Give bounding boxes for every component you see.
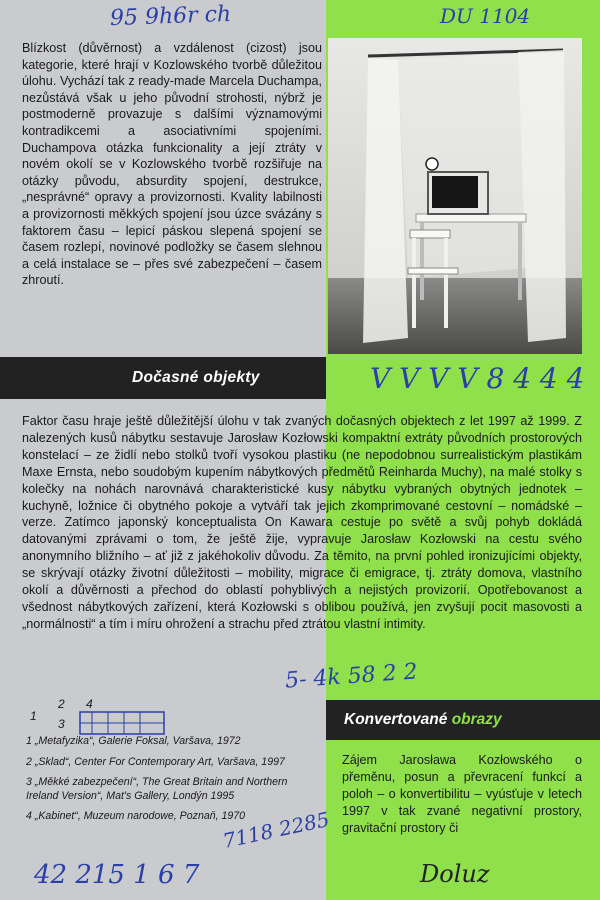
footnote-item: 3 „Měkké zabezpečení“, The Great Britain and Northern Ireland Version“, Mat's Gallery, Londýn 1995 bbox=[26, 776, 288, 802]
footnotes-list bbox=[26, 735, 316, 831]
main-paragraph: Faktor času hraje ještě důležitější úlohu v tak zvaných dočasných objektech z let 1997 až 1999. Z nalezených kusů nábytku sestavuje Jarosław Kozłowski kompaktní extráty původních prostorových konstelací – ze židlí nebo stolků tvoří vysokou plastiku (ne nepodobnou surrealistickým plastikám Maxe Ernsta, nebo soudobým kupením nábytkových předmětů Reinharda Muchy), na malé stolky s kolečky na nohách narovnává charakteristické kusy nábytku vybraných obytných jednotek – kuchyně, ložnice či obytného pokoje a vytváří tak jejich zkomprimované cestovní – nomádské – verze. Zatímco japonský konceptualista On Kawara cestuje po světě a svůj pohyb dokládá datovanými zprávami o tom, že ještě žije, vypravuje Jarosław Kozłowski na cestu svého anonymního bližního – ať již z jakéhokoliv důvodu. Za těmito, na první pohled ironizujícími objekty, se skrývají otázky životní důležitosti – mobility, migrace či emigrace, tj. ztráty domova, vlastního okolí a důvěrnosti a přechod do oblastí pohyblivých a nejistých provizorií. Opotřebovanost a všednost nábytkových zařízení, která Kozłowski s oblibou používá, jen zvyšují pocit masovosti a „normálnosti“ a tím i míru ohrožení a strachu před ztrátou vlastní intimity. bbox=[22, 414, 582, 631]
section-title-word2: objekty bbox=[203, 369, 260, 386]
footnote-item: 4 „Kabinet“, Muzeum narodowe, Poznaň, 1970 bbox=[26, 810, 246, 822]
installation-photo bbox=[328, 38, 582, 354]
section-title-word1: Dočasné bbox=[132, 369, 199, 386]
handwriting-top-left: 95 9h6r ch bbox=[109, 1, 232, 32]
section-title-word2: obrazy bbox=[451, 711, 502, 728]
footnote-item: 1 „Metafyzika“, Galerie Foksal, Varšava, 1972 bbox=[26, 735, 241, 747]
pen-scribble-box bbox=[78, 708, 168, 738]
section-band-konvertovane bbox=[326, 700, 600, 740]
footnote-marker: 4 bbox=[86, 697, 93, 711]
footnote-item: 2 „Sklad“, Center For Contemporary Art, Varšava, 1997 bbox=[26, 755, 285, 768]
handwriting-mid-scribble: 5- 4k 58 2 2 bbox=[284, 659, 419, 694]
section-title-docasne bbox=[132, 369, 260, 387]
konvertovane-paragraph: Zájem Jarosława Kozłowského o přeměnu, posun a převracení funkcí a poloh – o konvertibilitu – vyúsťuje v letech 1997 v tak zvané negativní prostory, gravitační prostory či bbox=[342, 753, 582, 835]
handwriting-footnote-scribble: 7118 2285 bbox=[220, 807, 332, 853]
handwriting-signature: Doluz bbox=[420, 860, 490, 888]
section-title-word1: Konvertované bbox=[344, 711, 448, 728]
footnote-marker: 3 bbox=[58, 717, 65, 731]
section-title-konvertovane bbox=[344, 711, 502, 729]
footnote-marker: 1 bbox=[30, 709, 37, 723]
footnote-marker: 2 bbox=[58, 697, 65, 711]
handwriting-top-right: DU 1104 bbox=[440, 4, 531, 28]
handwriting-band-scribble: V V V V 8 4 4 4 bbox=[370, 362, 585, 395]
handwriting-bottom-left: 42 215 1 6 7 bbox=[34, 860, 200, 890]
intro-paragraph: Blízkost (důvěrnost) a vzdálenost (cizost) jsou kategorie, které hrají v Kozlowského tvorbě důležitou úlohu. Vychází tak z ready-made Marcela Duchampa, nezůstává však u jeho původní strohosti, nýbrž je postmoderně provazuje s dalšími významovými kontradikcemi a asociativními spojeními. Duchampova otázka funkcionality a její ztráty v novém okolí se v Kozlowského tvorbě rozšiřuje na otázky původu, absurdity spojení, destrukce, „nesprávné“ opravy a provizornosti. Kvality labilnosti a provizornosti měkkých spojení jsou úzce svázány s faktorem času – lepicí páskou slepená spojení se časem rozlepí, novinové podložky se časem slehnou a celá instalace se – přes své zabezpečení – časem zhroutí. bbox=[22, 41, 322, 288]
